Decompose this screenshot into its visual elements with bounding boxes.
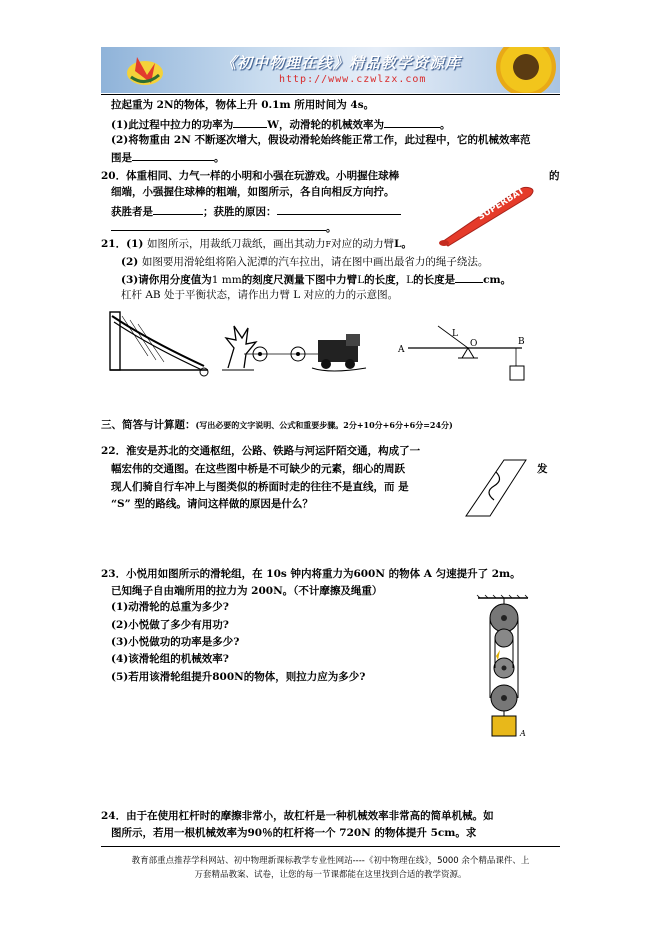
q22-line4: “S” 型的路线。请问这样做的原因是什么？: [111, 498, 313, 510]
header-title: 《初中物理在线》精品教学资源库: [221, 54, 462, 72]
q20-reason-blank[interactable]: [277, 204, 401, 215]
lever-label-b: B: [518, 337, 525, 347]
q21-part2-number: (2): [121, 256, 139, 268]
q21-line3: [121, 272, 511, 287]
q20-winner-blank[interactable]: [153, 204, 203, 215]
footer-line2: 万套精品教案、试卷，让您的每一节课都能在这里找到合适的教学资源。: [194, 870, 467, 880]
q19-line4-text-a: 围是: [111, 152, 132, 164]
q19-line2-text-b: W，动滑轮的机械效率为: [267, 119, 385, 131]
header-url[interactable]: http://www.czwlzx.com: [279, 74, 427, 85]
q21-line3-text-e: 的长度，: [364, 274, 407, 286]
q23-item-3: (3)小悦做功的功率是多少?: [111, 636, 240, 648]
paper-cutter-figure: [108, 310, 213, 382]
q21-number: 21．(1): [101, 238, 144, 250]
q24-line2: 图所示，若用一根机械效率为90％的杠杆将一个 720N 的物体提升 5cm。求: [111, 827, 477, 839]
q23-item-1: (1)动滑轮的总重为多少?: [111, 601, 229, 613]
header-banner: [101, 47, 560, 93]
q19-line3: (2)将物重由 2N 不断逐次增大，假设动滑轮始终能正常工作，此过程中，它的机械效率范: [111, 134, 531, 146]
bat-label: SUPERBAT: [476, 186, 527, 223]
pulley-label-a: A: [520, 729, 526, 738]
q21-line3-text-h: cm。: [483, 274, 512, 286]
q23-item-2: (2)小悦做了多少有用功?: [111, 619, 229, 631]
q21-force-f: F: [325, 240, 332, 249]
q21-line3-text-c: 的刻度尺测量下图中力臂: [241, 274, 358, 286]
q21-line3-text-a: (3)请你用分度值为: [121, 274, 212, 286]
q19-line2: [111, 117, 451, 132]
q23-item-5: (5)若用该滑轮组提升800N的物体，则拉力应为多少?: [111, 671, 366, 683]
q21-line4: 杠杆 AB 处于平衡状态，请作出力臂 L 对应的力的示意图。: [121, 289, 399, 301]
q22-line2b: 发: [537, 463, 548, 475]
q22-line1: 22．淮安是苏北的交通枢纽，公路、铁路与河运阡陌交通，构成了一: [101, 445, 421, 457]
q20-line2: 细端，小强握住球棒的粗端，如图所示，各自向相反方向拧。: [111, 186, 395, 198]
q21-line2-text-b: ，请在图中画出最省力的绳子绕法。: [320, 256, 489, 268]
header-divider: [101, 94, 560, 95]
q20-line4: [111, 220, 337, 235]
q24-line1: 24．由于在使用杠杆时的摩擦非常小，故杠杆是一种机械效率非常高的简单机械。如: [101, 810, 494, 822]
q21-line1-text: 如图所示，用裁纸刀裁纸，画出其动力: [147, 238, 326, 250]
q19-efficiency-blank[interactable]: [384, 117, 440, 128]
lever-label-l: L: [452, 329, 458, 339]
footer-line1: 教育部重点推荐学科网站、初中物理新课标教学专业性网站----《初中物理在线》，5000 余个精品课件、上: [131, 856, 530, 866]
q21-line1: [101, 238, 412, 251]
q22-line2a: 幅宏伟的交通图。在这些图中桥是不可缺少的元素，细心的周跃: [111, 463, 405, 475]
footer-divider: [101, 846, 560, 847]
q23-item-4: (4)该滑轮组的机械效率?: [111, 653, 229, 665]
site-logo-icon: [125, 53, 165, 87]
q21-line3-text-g: 的长度是: [413, 274, 456, 286]
lever-ab-figure: [398, 320, 533, 382]
q22-line3: 现人们骑自行车冲上与图类似的桥面时走的往往不是直线，而 是: [111, 481, 409, 493]
car-pulley-figure: [220, 318, 370, 374]
q21-line1-text-b: 对应的动力臂: [331, 238, 395, 250]
q20-line1a: 20．体重相同、力气一样的小明和小强在玩游戏。小明握住球棒: [101, 170, 400, 182]
q20-reason-blank-2[interactable]: [111, 220, 326, 231]
q21-length-blank[interactable]: [455, 272, 483, 283]
q19-line4-text-b: 。: [214, 152, 225, 164]
q19-line2-text-a: (1)此过程中拉力的功率为: [111, 119, 234, 131]
q19-line4: [111, 150, 225, 165]
q23-line1: 23．小悦用如图所示的滑轮组，在 10s 钟内将重力为600N 的物体 A 匀速提升了 2m。: [101, 568, 521, 580]
section3-title: 三、简答与计算题：: [101, 419, 196, 431]
q20-line4-end: 。: [326, 222, 337, 234]
q20-line1b: 的: [549, 170, 560, 182]
q21-arm-l: L。: [394, 238, 412, 250]
q19-power-blank[interactable]: [233, 117, 267, 128]
section3-heading: [101, 419, 453, 432]
q21-line3-text-f: L: [406, 274, 414, 286]
q19-line2-text-c: 。: [440, 119, 451, 131]
q20-line3: [111, 204, 401, 219]
q21-line2: [121, 256, 488, 269]
q19-line1: 拉起重为 2N的物体，物体上升 0.1m 所用时间为 4s。: [111, 99, 375, 111]
section3-note: (写出必要的文字说明、公式和重要步骤。2分+10分+6分+6分=24分): [195, 420, 453, 430]
bridge-slope-figure: [464, 456, 528, 520]
sunflower-icon: [496, 47, 556, 93]
baseball-bat-figure: [438, 186, 538, 248]
q20-winner-label: 获胜者是: [111, 206, 153, 218]
q21-line3-text-b: 1 mm: [211, 274, 242, 286]
q21-line2-text: 如图要用滑轮组将陷入泥潭的汽车拉出: [141, 256, 321, 268]
q19-range-blank[interactable]: [132, 150, 214, 161]
lever-label-a: A: [398, 345, 405, 355]
q21-line3-text-d: L: [357, 274, 365, 286]
q23-line2: 已知绳子自由端所用的拉力为 200N。（不计摩擦及绳重）: [111, 585, 383, 597]
q20-reason-label: ；获胜的原因：: [203, 206, 277, 218]
pulley-block-figure: [476, 596, 536, 738]
lever-label-o: O: [470, 339, 478, 349]
